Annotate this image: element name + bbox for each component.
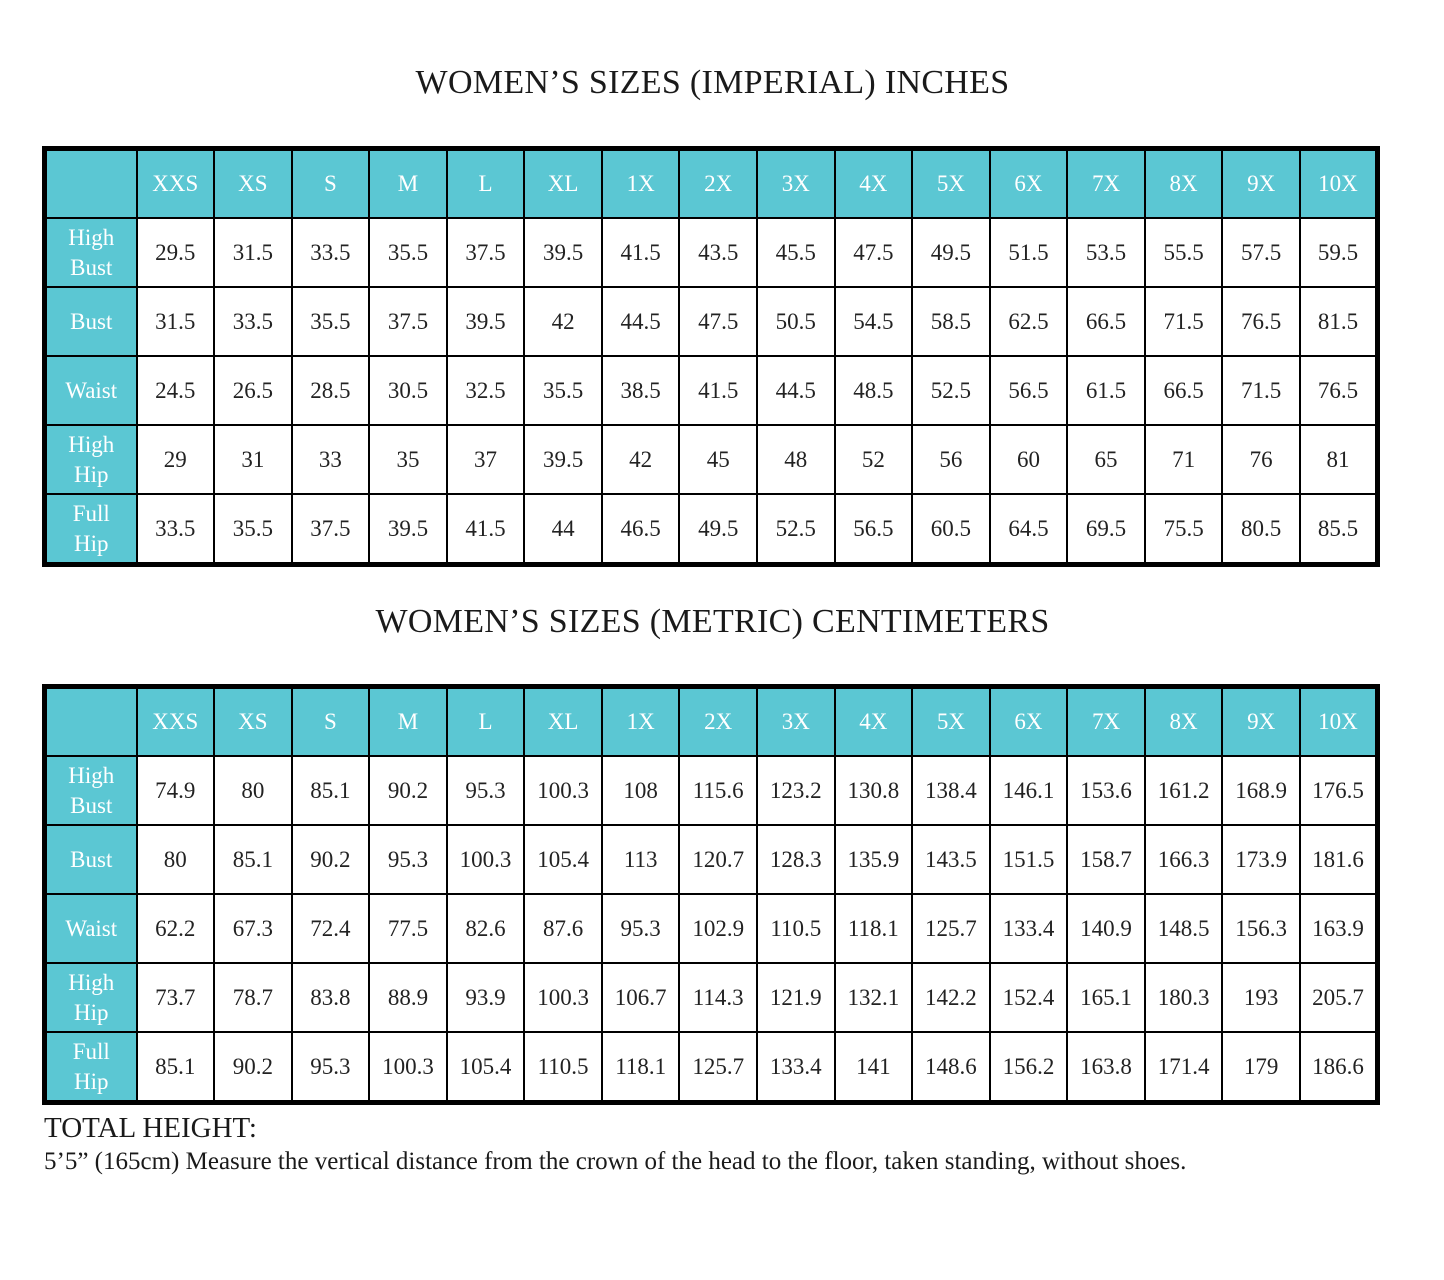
size-header-cell: 4X bbox=[835, 687, 913, 757]
measurement-value-cell: 130.8 bbox=[835, 756, 913, 825]
size-header-cell: 2X bbox=[679, 149, 757, 219]
measurement-value-cell: 106.7 bbox=[602, 963, 680, 1032]
measurement-value-cell: 28.5 bbox=[292, 356, 370, 425]
measurement-value-cell: 105.4 bbox=[524, 825, 602, 894]
measurement-value-cell: 168.9 bbox=[1222, 756, 1300, 825]
header-row bbox=[45, 687, 1378, 757]
measurement-value-cell: 180.3 bbox=[1145, 963, 1223, 1032]
size-header-cell: S bbox=[292, 687, 370, 757]
measurement-value-cell: 30.5 bbox=[369, 356, 447, 425]
measurement-value-cell: 110.5 bbox=[524, 1032, 602, 1103]
metric-size-table bbox=[42, 684, 1380, 1105]
measurement-label-line1: Waist bbox=[65, 377, 118, 403]
measurement-value-cell: 113 bbox=[602, 825, 680, 894]
measurement-value-cell: 47.5 bbox=[679, 287, 757, 356]
size-header-cell: L bbox=[447, 687, 525, 757]
measurement-value-cell: 120.7 bbox=[679, 825, 757, 894]
measurement-value-cell: 166.3 bbox=[1145, 825, 1223, 894]
measurement-value-cell: 67.3 bbox=[214, 894, 292, 963]
measurement-value-cell: 55.5 bbox=[1145, 218, 1223, 287]
measurement-value-cell: 158.7 bbox=[1067, 825, 1145, 894]
measurement-value-cell: 138.4 bbox=[912, 756, 990, 825]
measurement-value-cell: 100.3 bbox=[369, 1032, 447, 1103]
measurement-value-cell: 76.5 bbox=[1300, 356, 1378, 425]
measurement-value-cell: 132.1 bbox=[835, 963, 913, 1032]
measurement-value-cell: 85.1 bbox=[137, 1032, 215, 1103]
measurement-value-cell: 65 bbox=[1067, 425, 1145, 494]
measurement-value-cell: 41.5 bbox=[602, 218, 680, 287]
measurement-value-cell: 95.3 bbox=[602, 894, 680, 963]
measurement-value-cell: 52 bbox=[835, 425, 913, 494]
measurement-value-cell: 118.1 bbox=[835, 894, 913, 963]
measurement-value-cell: 29 bbox=[137, 425, 215, 494]
measurement-value-cell: 75.5 bbox=[1145, 494, 1223, 565]
measurement-value-cell: 87.6 bbox=[524, 894, 602, 963]
table-row bbox=[45, 894, 1378, 963]
measurement-value-cell: 146.1 bbox=[990, 756, 1068, 825]
size-header-cell: 4X bbox=[835, 149, 913, 219]
measurement-value-cell: 163.9 bbox=[1300, 894, 1378, 963]
measurement-value-cell: 173.9 bbox=[1222, 825, 1300, 894]
size-header-cell: 9X bbox=[1222, 149, 1300, 219]
measurement-value-cell: 42 bbox=[602, 425, 680, 494]
measurement-value-cell: 56 bbox=[912, 425, 990, 494]
measurement-value-cell: 93.9 bbox=[447, 963, 525, 1032]
measurement-value-cell: 148.5 bbox=[1145, 894, 1223, 963]
measurement-label-line1: High bbox=[68, 224, 115, 250]
measurement-value-cell: 71 bbox=[1145, 425, 1223, 494]
measurement-value-cell: 125.7 bbox=[679, 1032, 757, 1103]
measurement-value-cell: 38.5 bbox=[602, 356, 680, 425]
measurement-value-cell: 31.5 bbox=[137, 287, 215, 356]
measurement-value-cell: 35.5 bbox=[214, 494, 292, 565]
measurement-label-line1: High bbox=[68, 762, 115, 788]
size-header-cell: 2X bbox=[679, 687, 757, 757]
measurement-value-cell: 37.5 bbox=[447, 218, 525, 287]
measurement-value-cell: 35.5 bbox=[524, 356, 602, 425]
measurement-value-cell: 73.7 bbox=[137, 963, 215, 1032]
measurement-value-cell: 121.9 bbox=[757, 963, 835, 1032]
measurement-value-cell: 54.5 bbox=[835, 287, 913, 356]
measurement-value-cell: 37.5 bbox=[369, 287, 447, 356]
measurement-value-cell: 115.6 bbox=[679, 756, 757, 825]
total-height-note: 5’5” (165cm) Measure the vertical distance from the crown of the head to the floor, taken standing, without shoes. bbox=[44, 1148, 1187, 1175]
measurement-value-cell: 95.3 bbox=[447, 756, 525, 825]
measurement-label-cell bbox=[45, 494, 137, 565]
measurement-value-cell: 141 bbox=[835, 1032, 913, 1103]
measurement-value-cell: 140.9 bbox=[1067, 894, 1145, 963]
measurement-value-cell: 80 bbox=[137, 825, 215, 894]
measurement-value-cell: 171.4 bbox=[1145, 1032, 1223, 1103]
measurement-value-cell: 33.5 bbox=[137, 494, 215, 565]
measurement-value-cell: 45 bbox=[679, 425, 757, 494]
corner-cell bbox=[45, 687, 137, 757]
measurement-value-cell: 53.5 bbox=[1067, 218, 1145, 287]
measurement-value-cell: 39.5 bbox=[369, 494, 447, 565]
measurement-value-cell: 49.5 bbox=[679, 494, 757, 565]
measurement-value-cell: 85.5 bbox=[1300, 494, 1378, 565]
size-header-cell: 5X bbox=[912, 149, 990, 219]
size-header-cell: 6X bbox=[990, 687, 1068, 757]
measurement-value-cell: 125.7 bbox=[912, 894, 990, 963]
measurement-value-cell: 42 bbox=[524, 287, 602, 356]
size-header-cell: 3X bbox=[757, 687, 835, 757]
measurement-value-cell: 49.5 bbox=[912, 218, 990, 287]
measurement-value-cell: 105.4 bbox=[447, 1032, 525, 1103]
table-row bbox=[45, 756, 1378, 825]
measurement-label-line2: Hip bbox=[74, 530, 109, 556]
measurement-value-cell: 78.7 bbox=[214, 963, 292, 1032]
measurement-value-cell: 60.5 bbox=[912, 494, 990, 565]
size-header-cell: XS bbox=[214, 687, 292, 757]
corner-cell bbox=[45, 149, 137, 219]
measurement-value-cell: 143.5 bbox=[912, 825, 990, 894]
measurement-value-cell: 100.3 bbox=[524, 756, 602, 825]
size-header-cell: 10X bbox=[1300, 149, 1378, 219]
measurement-value-cell: 102.9 bbox=[679, 894, 757, 963]
measurement-label-cell bbox=[45, 356, 137, 425]
measurement-value-cell: 128.3 bbox=[757, 825, 835, 894]
measurement-value-cell: 39.5 bbox=[524, 218, 602, 287]
measurement-value-cell: 24.5 bbox=[137, 356, 215, 425]
measurement-value-cell: 48.5 bbox=[835, 356, 913, 425]
measurement-value-cell: 50.5 bbox=[757, 287, 835, 356]
measurement-value-cell: 90.2 bbox=[292, 825, 370, 894]
size-header-cell: 3X bbox=[757, 149, 835, 219]
measurement-value-cell: 76.5 bbox=[1222, 287, 1300, 356]
size-header-cell: 6X bbox=[990, 149, 1068, 219]
measurement-value-cell: 133.4 bbox=[757, 1032, 835, 1103]
measurement-value-cell: 56.5 bbox=[835, 494, 913, 565]
total-height-heading: TOTAL HEIGHT: bbox=[44, 1112, 257, 1144]
measurement-value-cell: 35 bbox=[369, 425, 447, 494]
measurement-value-cell: 100.3 bbox=[524, 963, 602, 1032]
measurement-label-cell bbox=[45, 287, 137, 356]
size-header-cell: 8X bbox=[1145, 687, 1223, 757]
measurement-value-cell: 37.5 bbox=[292, 494, 370, 565]
size-header-cell: 1X bbox=[602, 149, 680, 219]
table-row bbox=[45, 287, 1378, 356]
measurement-value-cell: 26.5 bbox=[214, 356, 292, 425]
measurement-value-cell: 152.4 bbox=[990, 963, 1068, 1032]
measurement-value-cell: 88.9 bbox=[369, 963, 447, 1032]
imperial-table-title: WOMEN’S SIZES (IMPERIAL) INCHES bbox=[415, 64, 1010, 101]
measurement-value-cell: 108 bbox=[602, 756, 680, 825]
size-header-cell: M bbox=[369, 687, 447, 757]
measurement-label-cell bbox=[45, 756, 137, 825]
measurement-value-cell: 81.5 bbox=[1300, 287, 1378, 356]
measurement-value-cell: 62.5 bbox=[990, 287, 1068, 356]
table-row bbox=[45, 218, 1378, 287]
measurement-label-line1: Waist bbox=[65, 915, 118, 941]
measurement-value-cell: 76 bbox=[1222, 425, 1300, 494]
measurement-value-cell: 33.5 bbox=[214, 287, 292, 356]
measurement-value-cell: 118.1 bbox=[602, 1032, 680, 1103]
measurement-value-cell: 135.9 bbox=[835, 825, 913, 894]
measurement-value-cell: 41.5 bbox=[679, 356, 757, 425]
measurement-value-cell: 161.2 bbox=[1145, 756, 1223, 825]
measurement-value-cell: 59.5 bbox=[1300, 218, 1378, 287]
measurement-value-cell: 71.5 bbox=[1145, 287, 1223, 356]
measurement-value-cell: 205.7 bbox=[1300, 963, 1378, 1032]
measurement-label-line2: Hip bbox=[74, 1068, 109, 1094]
table-row bbox=[45, 425, 1378, 494]
size-header-cell: XL bbox=[524, 149, 602, 219]
measurement-value-cell: 95.3 bbox=[369, 825, 447, 894]
measurement-value-cell: 37 bbox=[447, 425, 525, 494]
measurement-value-cell: 47.5 bbox=[835, 218, 913, 287]
measurement-value-cell: 45.5 bbox=[757, 218, 835, 287]
size-header-cell: 7X bbox=[1067, 687, 1145, 757]
measurement-value-cell: 74.9 bbox=[137, 756, 215, 825]
size-header-cell: 5X bbox=[912, 687, 990, 757]
measurement-label-line2: Bust bbox=[70, 792, 113, 818]
measurement-label-cell bbox=[45, 825, 137, 894]
measurement-value-cell: 46.5 bbox=[602, 494, 680, 565]
measurement-value-cell: 43.5 bbox=[679, 218, 757, 287]
measurement-value-cell: 163.8 bbox=[1067, 1032, 1145, 1103]
measurement-value-cell: 142.2 bbox=[912, 963, 990, 1032]
measurement-label-line1: High bbox=[68, 969, 115, 995]
measurement-value-cell: 71.5 bbox=[1222, 356, 1300, 425]
size-header-cell: 10X bbox=[1300, 687, 1378, 757]
measurement-value-cell: 80 bbox=[214, 756, 292, 825]
table-row bbox=[45, 963, 1378, 1032]
measurement-value-cell: 80.5 bbox=[1222, 494, 1300, 565]
measurement-label-line1: Full bbox=[72, 1038, 110, 1064]
measurement-value-cell: 90.2 bbox=[369, 756, 447, 825]
measurement-value-cell: 56.5 bbox=[990, 356, 1068, 425]
measurement-label-cell bbox=[45, 425, 137, 494]
measurement-value-cell: 72.4 bbox=[292, 894, 370, 963]
measurement-value-cell: 85.1 bbox=[214, 825, 292, 894]
measurement-label-line1: Bust bbox=[70, 308, 113, 334]
measurement-value-cell: 153.6 bbox=[1067, 756, 1145, 825]
measurement-label-line2: Hip bbox=[74, 461, 109, 487]
measurement-label-line1: High bbox=[68, 431, 115, 457]
measurement-value-cell: 83.8 bbox=[292, 963, 370, 1032]
measurement-value-cell: 48 bbox=[757, 425, 835, 494]
measurement-label-cell bbox=[45, 1032, 137, 1103]
measurement-label-cell bbox=[45, 218, 137, 287]
size-header-cell: 9X bbox=[1222, 687, 1300, 757]
measurement-value-cell: 156.3 bbox=[1222, 894, 1300, 963]
measurement-value-cell: 52.5 bbox=[912, 356, 990, 425]
measurement-value-cell: 62.2 bbox=[137, 894, 215, 963]
size-header-cell: XS bbox=[214, 149, 292, 219]
measurement-value-cell: 133.4 bbox=[990, 894, 1068, 963]
size-header-cell: XL bbox=[524, 687, 602, 757]
measurement-value-cell: 44.5 bbox=[757, 356, 835, 425]
measurement-value-cell: 156.2 bbox=[990, 1032, 1068, 1103]
measurement-value-cell: 186.6 bbox=[1300, 1032, 1378, 1103]
measurement-value-cell: 66.5 bbox=[1145, 356, 1223, 425]
measurement-value-cell: 151.5 bbox=[990, 825, 1068, 894]
measurement-label-line1: Full bbox=[72, 500, 110, 526]
size-header-cell: L bbox=[447, 149, 525, 219]
measurement-value-cell: 29.5 bbox=[137, 218, 215, 287]
measurement-value-cell: 148.6 bbox=[912, 1032, 990, 1103]
measurement-value-cell: 58.5 bbox=[912, 287, 990, 356]
table-row bbox=[45, 494, 1378, 565]
size-header-cell: 7X bbox=[1067, 149, 1145, 219]
size-header-cell: XXS bbox=[137, 687, 215, 757]
table-row bbox=[45, 356, 1378, 425]
measurement-value-cell: 51.5 bbox=[990, 218, 1068, 287]
measurement-value-cell: 33 bbox=[292, 425, 370, 494]
measurement-value-cell: 81 bbox=[1300, 425, 1378, 494]
size-header-cell: XXS bbox=[137, 149, 215, 219]
measurement-value-cell: 61.5 bbox=[1067, 356, 1145, 425]
measurement-label-cell bbox=[45, 963, 137, 1032]
size-header-cell: M bbox=[369, 149, 447, 219]
measurement-label-line2: Bust bbox=[70, 254, 113, 280]
measurement-value-cell: 110.5 bbox=[757, 894, 835, 963]
measurement-value-cell: 60 bbox=[990, 425, 1068, 494]
measurement-value-cell: 39.5 bbox=[447, 287, 525, 356]
measurement-value-cell: 31 bbox=[214, 425, 292, 494]
measurement-value-cell: 123.2 bbox=[757, 756, 835, 825]
measurement-value-cell: 100.3 bbox=[447, 825, 525, 894]
measurement-value-cell: 57.5 bbox=[1222, 218, 1300, 287]
measurement-value-cell: 64.5 bbox=[990, 494, 1068, 565]
size-header-cell: 1X bbox=[602, 687, 680, 757]
measurement-value-cell: 35.5 bbox=[292, 287, 370, 356]
measurement-value-cell: 32.5 bbox=[447, 356, 525, 425]
measurement-value-cell: 82.6 bbox=[447, 894, 525, 963]
measurement-value-cell: 181.6 bbox=[1300, 825, 1378, 894]
measurement-value-cell: 77.5 bbox=[369, 894, 447, 963]
measurement-value-cell: 44 bbox=[524, 494, 602, 565]
total-height-section bbox=[44, 1110, 1424, 1178]
measurement-value-cell: 165.1 bbox=[1067, 963, 1145, 1032]
table-row bbox=[45, 825, 1378, 894]
measurement-value-cell: 44.5 bbox=[602, 287, 680, 356]
size-header-cell: 8X bbox=[1145, 149, 1223, 219]
measurement-value-cell: 33.5 bbox=[292, 218, 370, 287]
measurement-value-cell: 35.5 bbox=[369, 218, 447, 287]
measurement-value-cell: 66.5 bbox=[1067, 287, 1145, 356]
size-header-cell: S bbox=[292, 149, 370, 219]
measurement-value-cell: 52.5 bbox=[757, 494, 835, 565]
metric-table-title: WOMEN’S SIZES (METRIC) CENTIMETERS bbox=[375, 603, 1050, 640]
measurement-value-cell: 179 bbox=[1222, 1032, 1300, 1103]
measurement-value-cell: 69.5 bbox=[1067, 494, 1145, 565]
measurement-value-cell: 39.5 bbox=[524, 425, 602, 494]
measurement-value-cell: 41.5 bbox=[447, 494, 525, 565]
measurement-value-cell: 193 bbox=[1222, 963, 1300, 1032]
measurement-value-cell: 176.5 bbox=[1300, 756, 1378, 825]
measurement-value-cell: 95.3 bbox=[292, 1032, 370, 1103]
measurement-label-line1: Bust bbox=[70, 846, 113, 872]
header-row bbox=[45, 149, 1378, 219]
measurement-value-cell: 90.2 bbox=[214, 1032, 292, 1103]
measurement-value-cell: 85.1 bbox=[292, 756, 370, 825]
imperial-size-table bbox=[42, 146, 1380, 567]
measurement-value-cell: 114.3 bbox=[679, 963, 757, 1032]
measurement-label-line2: Hip bbox=[74, 999, 109, 1025]
table-row bbox=[45, 1032, 1378, 1103]
measurement-value-cell: 31.5 bbox=[214, 218, 292, 287]
measurement-label-cell bbox=[45, 894, 137, 963]
